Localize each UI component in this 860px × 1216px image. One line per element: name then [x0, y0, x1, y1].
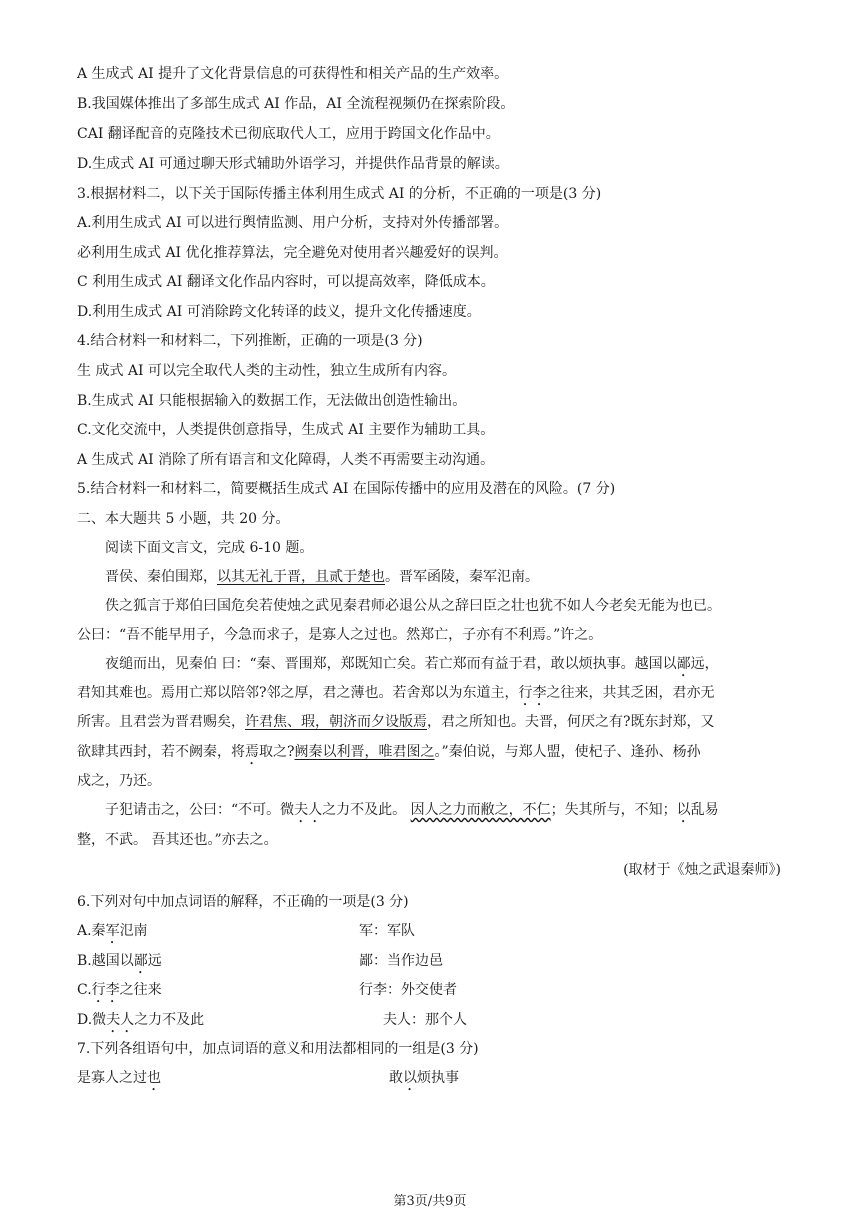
q7-stem: 7.下列各组语句中，加点词语的意义和用法都相同的一组是(3 分) — [77, 1041, 479, 1057]
q7-pair-right — [389, 1068, 459, 1094]
text-run: 欲肆其西封，若不阙秦，将 — [77, 744, 245, 760]
text-run: 之力不及此。 — [322, 802, 411, 818]
text-run: 远， — [690, 656, 719, 672]
text-run: 之力不及此 — [134, 1012, 205, 1028]
passage-paragraph-2-line-2: 公曰：“吾不能早用子，今急而求子，是寡人之过也。然郑亡，子亦有不利焉。”许之。 — [77, 627, 603, 643]
q3-option-d: D.利用生成式 AI 可消除跨文化转译的歧义，提升文化传播速度。 — [77, 304, 481, 320]
text-run: 所害。且君尝为晋君赐矣， — [77, 714, 245, 730]
passage-paragraph-4-line-1 — [105, 800, 787, 826]
text-run: 。”秦伯说，与郑人盟，使杞子、逢孙、杨孙 — [434, 744, 701, 760]
text-run: 烦执事 — [417, 1070, 459, 1086]
passage-source: (取材于《烛之武退秦师》) — [623, 862, 781, 878]
q6-option-a — [77, 921, 787, 947]
wavy-underlined-sentence: 因人之力而敝之，不仁 — [410, 802, 551, 818]
q3-stem: 3.根据材料二，以下关于国际传播主体利用生成式 AI 的分析，不正确的一项是(3 分) — [77, 186, 602, 202]
passage-paragraph-3-line-3 — [77, 712, 787, 732]
text-run: ；失其所与，不知； — [550, 802, 677, 818]
text-run: 子犯请击之，公曰：“不可。微 — [105, 802, 295, 818]
section-heading: 二、本大题共 5 小题，共 20 分。 — [77, 511, 290, 527]
dotted-word: 也 — [147, 1070, 161, 1086]
text-run: 乱易 — [690, 802, 719, 818]
q4-option-c: C.文化交流中，人类提供创意指导，生成式 AI 主要作为辅助工具。 — [77, 422, 495, 438]
q6-gloss-d: 夫人：那个人 — [383, 1012, 467, 1028]
passage-paragraph-1 — [105, 567, 787, 587]
q4-option-b: B.生成式 AI 只能根据输入的数据工作，无法做出创造性输出。 — [77, 393, 467, 409]
text-run: 。晋军函陵，秦军氾南。 — [385, 569, 539, 585]
q3-option-c: C 利用生成式 AI 翻译文化作品内容时，可以提高效率，降低成本。 — [77, 274, 495, 290]
q2-option-b: B.我国媒体推出了多部生成式 AI 作品，AI 全流程视频仍在探索阶段。 — [77, 96, 515, 112]
dotted-word: 夫人 — [106, 1012, 135, 1028]
passage-instruction: 阅读下面文言文，完成 6-10 题。 — [105, 540, 314, 556]
q4-option-d: A 生成式 AI 消除了所有语言和文化障碍，人类不再需要主动沟通。 — [77, 452, 495, 468]
passage-paragraph-4-line-2: 整，不武。 吾其还也。”亦去之。 — [77, 832, 278, 848]
passage-paragraph-2-line-1: 佚之狐言于郑伯曰国危矣若使烛之武见秦君师必退公从之辞曰臣之壮也犹不如人今老矣无能为也已。 — [105, 598, 721, 614]
text-run: ，君之所知也。夫晋，何厌之有?既东封郑，又 — [427, 714, 715, 730]
text-run: 夜缒而出，见秦伯 曰：“秦、晋围郑，郑既知亡矣。若亡郑而有益于君，敢以烦执事。越国以 — [105, 656, 677, 672]
dotted-word: 行李 — [518, 685, 547, 701]
q6-stem: 6.下列对句中加点词语的解释，不正确的一项是(3 分) — [77, 894, 409, 910]
passage-paragraph-3-line-2 — [77, 683, 787, 709]
text-run: 取之? — [259, 744, 295, 760]
underlined-sentence: 阙秦以利晋，唯君图之 — [294, 744, 435, 760]
dotted-word: 鄙 — [133, 953, 148, 969]
dotted-word: 行李 — [91, 982, 120, 998]
text-run: D.微 — [77, 1012, 107, 1028]
text-run: 远 — [147, 953, 162, 969]
underlined-sentence: 许君焦、瑕，朝济而夕设版焉 — [245, 714, 427, 730]
dotted-word: 军 — [105, 923, 120, 939]
passage-paragraph-3-line-1 — [105, 654, 787, 680]
dotted-word: 夫人 — [294, 802, 323, 818]
q3-option-a: A.利用生成式 AI 可以进行舆情监测、用户分析，支持对外传播部署。 — [77, 215, 509, 231]
text-run: 是寡人之过 — [77, 1070, 147, 1086]
underlined-sentence: 以其无礼于晋，且贰于楚也 — [217, 569, 385, 585]
q3-option-b: 必利用生成式 AI 优化推荐算法，完全避免对使用者兴趣爱好的误判。 — [77, 245, 508, 261]
q6-gloss-c: 行李：外交使者 — [359, 982, 457, 998]
dotted-word: 以 — [403, 1070, 417, 1086]
text-run: 君知其难也。焉用亡郑以陪邻?邻之厚，君之薄也。若舍郑以为东道主， — [77, 685, 519, 701]
text-run: C. — [77, 982, 92, 998]
text-run: 之往来 — [119, 982, 162, 998]
q5-stem: 5.结合材料一和材料二，简要概括生成式 AI 在国际传播中的应用及潜在的风险。(7 分) — [77, 481, 616, 497]
dotted-word: 以 — [676, 802, 691, 818]
text-run: 敢 — [389, 1070, 403, 1086]
text-run: 氾南 — [119, 923, 148, 939]
q4-stem: 4.结合材料一和材料二，下列推断，正确的一项是(3 分) — [77, 333, 423, 349]
dotted-word: 焉 — [245, 744, 259, 760]
text-run: 之往来，共其乏困，君亦无 — [546, 685, 715, 701]
q6-gloss-b: 鄙：当作边邑 — [359, 953, 443, 969]
q2-option-c: CAI 翻译配音的克隆技术已彻底取代人工，应用于跨国文化作品中。 — [77, 126, 500, 142]
q4-option-a: 生 成式 AI 可以完全取代人类的主动性，独立生成所有内容。 — [77, 363, 456, 379]
text-run: B.越国以 — [77, 953, 134, 969]
page-number: 第3页/共9页 — [393, 1194, 467, 1209]
passage-paragraph-3-line-5: 戍之，乃还。 — [77, 773, 161, 789]
q2-option-a: A 生成式 AI 提升了文化背景信息的可获得性和相关产品的生产效率。 — [77, 66, 509, 82]
q2-option-d: D.生成式 AI 可通过聊天形式辅助外语学习，并提供作品背景的解读。 — [77, 156, 509, 172]
text-run: A.秦 — [77, 923, 106, 939]
text-run: 晋侯、秦伯围郑， — [105, 569, 217, 585]
dotted-word: 鄙 — [676, 656, 691, 672]
passage-paragraph-3-line-4 — [77, 742, 787, 768]
q6-gloss-a: 军：军队 — [359, 923, 415, 939]
